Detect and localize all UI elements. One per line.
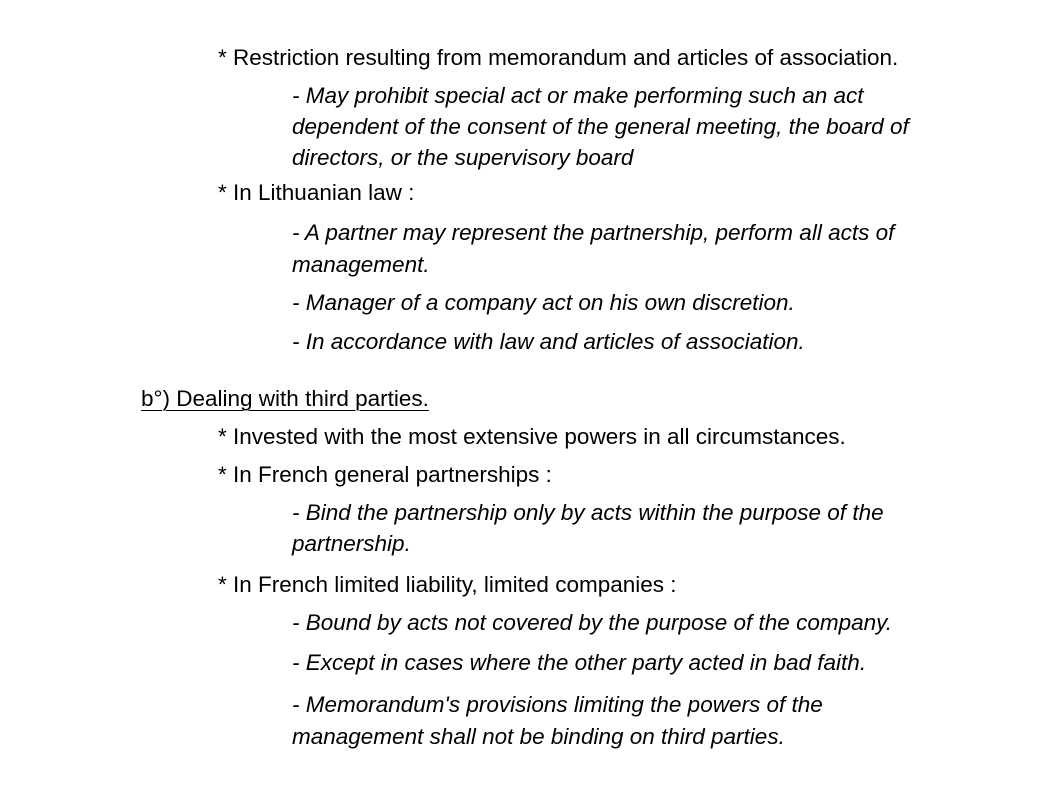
sub-bullet-prohibit-special-act-line2: dependent of the consent of the general meeting, the board of [292, 114, 909, 139]
sub-bullet-manager-discretion: - Manager of a company act on his own discretion. [292, 290, 795, 315]
bullet-lithuanian-law: * In Lithuanian law : [218, 180, 415, 205]
sub-bullet-accordance-law: - In accordance with law and articles of association. [292, 329, 805, 354]
bullet-french-limited-companies: * In French limited liability, limited companies : [218, 572, 677, 597]
sub-bullet-prohibit-special-act-line1: - May prohibit special act or make performing such an act [292, 83, 864, 108]
sub-bullet-partner-represent-line2: management. [292, 252, 430, 277]
sub-bullet-partner-represent-line1: - A partner may represent the partnership, perform all acts of [292, 220, 895, 245]
bullet-restriction-memorandum: * Restriction resulting from memorandum and articles of association. [218, 45, 899, 70]
sub-bullet-memorandum-provisions-line2: management shall not be binding on third parties. [292, 724, 785, 749]
sub-bullet-prohibit-special-act-line3: directors, or the supervisory board [292, 145, 634, 170]
bullet-french-general-partnerships: * In French general partnerships : [218, 462, 552, 487]
section-heading-third-parties: b°) Dealing with third parties. [141, 386, 429, 411]
sub-bullet-bind-partnership-line1: - Bind the partnership only by acts within the purpose of the [292, 500, 884, 525]
sub-bullet-bind-partnership-line2: partnership. [292, 531, 411, 556]
sub-bullet-bad-faith: - Except in cases where the other party acted in bad faith. [292, 650, 867, 675]
sub-bullet-memorandum-provisions-line1: - Memorandum's provisions limiting the powers of the [292, 692, 823, 717]
sub-bullet-bound-by-acts: - Bound by acts not covered by the purpose of the company. [292, 610, 892, 635]
bullet-extensive-powers: * Invested with the most extensive powers in all circumstances. [218, 424, 846, 449]
